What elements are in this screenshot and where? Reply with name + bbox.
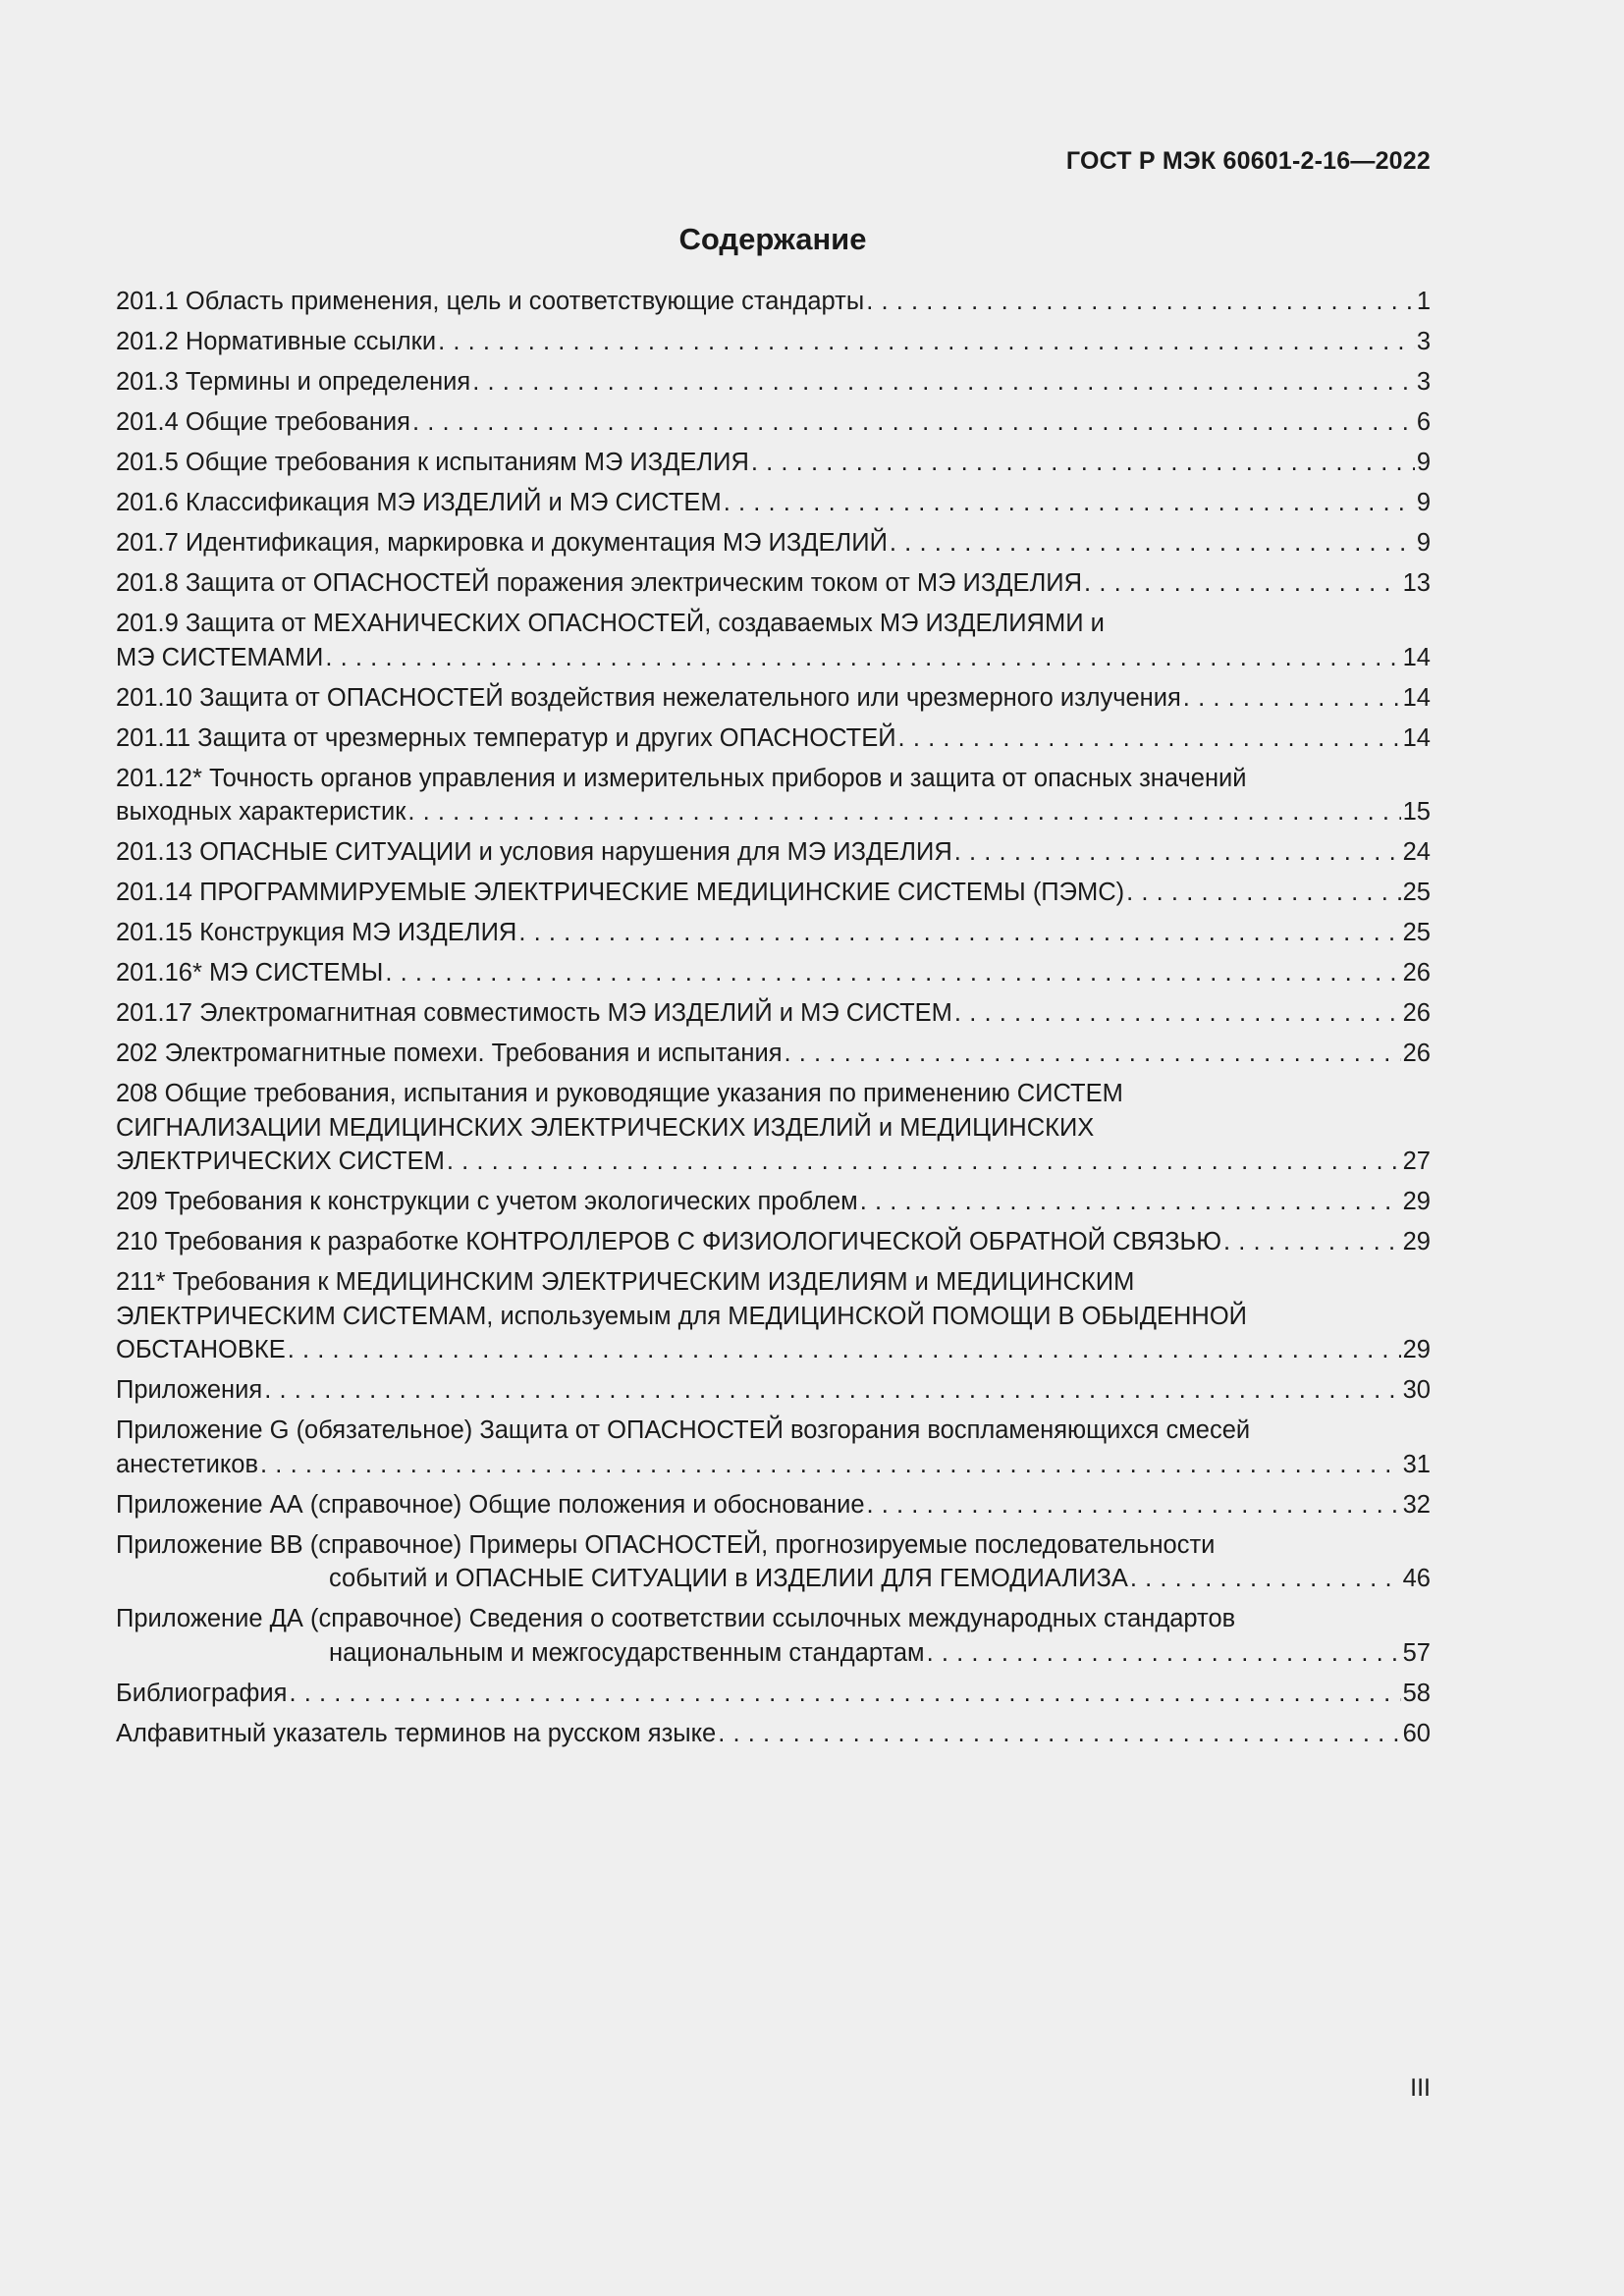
toc-entry-title: анестетиков (116, 1450, 259, 1478)
dot-leader (751, 446, 1415, 480)
toc-entry-title: МЭ СИСТЕМАМИ (116, 643, 324, 671)
toc-entry[interactable] (116, 446, 1431, 480)
toc-entry-page: 31 (1402, 1450, 1431, 1478)
toc-entry-line: 211* Требования к МЕДИЦИНСКИМ ЭЛЕКТРИЧЕСКИМ ИЗДЕЛИЯМ и МЕДИЦИНСКИМ (116, 1268, 1135, 1296)
toc-entry[interactable] (116, 1602, 1431, 1670)
toc-entry-page: 14 (1402, 723, 1431, 752)
toc-entry-page: 3 (1416, 328, 1431, 355)
toc-entry-line: Приложение G (обязательное) Защита от ОПАСНОСТЕЙ возгорания воспламеняющихся смесей (116, 1416, 1251, 1444)
dot-leader (890, 526, 1415, 561)
toc-entry-final-line (116, 1145, 1431, 1179)
toc-entry[interactable] (116, 526, 1431, 561)
toc-entry-page: 14 (1402, 643, 1431, 671)
toc-entry[interactable] (116, 996, 1431, 1031)
toc-entry-title: 201.7 Идентификация, маркировка и документация МЭ ИЗДЕЛИЙ (116, 529, 888, 557)
toc-entry-page: 14 (1402, 683, 1431, 712)
toc-entry[interactable] (116, 1225, 1431, 1259)
toc-entry-final-line (116, 641, 1431, 675)
toc-entry-title: 210 Требования к разработке КОНТРОЛЛЕРОВ С ФИЗИОЛОГИЧЕСКОЙ ОБРАТНОЙ СВЯЗЬЮ (116, 1228, 1221, 1255)
toc-entry[interactable] (116, 607, 1431, 674)
toc-entry-title: 201.2 Нормативные ссылки (116, 328, 437, 355)
dot-leader (860, 1185, 1401, 1219)
toc-entry-final-line (116, 365, 1431, 400)
toc-entry-final-line (116, 1373, 1431, 1408)
toc-entry-final-line (116, 1185, 1431, 1219)
toc-entry-title: 201.14 ПРОГРАММИРУЕМЫЕ ЭЛЕКТРИЧЕСКИЕ МЕДИЦИНСКИЕ СИСТЕМЫ (ПЭМС) (116, 879, 1125, 906)
toc-entry-final-line (116, 526, 1431, 561)
toc-entry-final-line (116, 1677, 1431, 1711)
toc-entry-line: 208 Общие требования, испытания и руководящие указания по применению СИСТЕМ (116, 1080, 1123, 1107)
dot-leader (260, 1448, 1401, 1482)
toc-entry-title: 201.17 Электромагнитная совместимость МЭ ИЗДЕЛИЙ и МЭ СИСТЕМ (116, 999, 952, 1027)
dot-leader (289, 1677, 1400, 1711)
dot-leader (718, 1717, 1400, 1751)
toc-entry[interactable] (116, 876, 1431, 910)
dot-leader (866, 285, 1415, 319)
toc-entry-final-line (116, 721, 1431, 756)
toc-entry-page: 9 (1416, 449, 1431, 476)
toc-entry[interactable] (116, 566, 1431, 601)
toc-entry-final-line (116, 1225, 1431, 1259)
toc-entry-final-line (116, 486, 1431, 520)
toc-entry-final-line (116, 1037, 1431, 1071)
toc-entry[interactable] (116, 721, 1431, 756)
dot-leader (724, 486, 1415, 520)
toc-entry-page: 9 (1416, 489, 1431, 516)
toc-entry-page: 1 (1416, 288, 1431, 315)
toc-entry-final-line (116, 566, 1431, 601)
dot-leader (518, 916, 1400, 950)
toc-entry[interactable] (116, 1414, 1431, 1481)
toc-entry-final-line (116, 916, 1431, 950)
toc-entry-title: 201.5 Общие требования к испытаниям МЭ ИЗДЕЛИЯ (116, 449, 749, 476)
dot-leader (264, 1373, 1400, 1408)
toc-entry[interactable] (116, 1037, 1431, 1071)
toc-entry-page: 3 (1416, 368, 1431, 396)
toc-entry[interactable] (116, 486, 1431, 520)
toc-entry-line: Приложение ДА (справочное) Сведения о соответствии ссылочных международных стандартов (116, 1605, 1236, 1632)
toc-entry[interactable] (116, 1488, 1431, 1522)
toc-entry-title: 201.4 Общие требования (116, 408, 410, 436)
toc-entry-title: Алфавитный указатель терминов на русском языке (116, 1719, 717, 1747)
toc-entry-title: Приложение АА (справочное) Общие положения и обоснование (116, 1490, 865, 1519)
toc-entry[interactable] (116, 1528, 1431, 1596)
toc-entry-final-line (116, 446, 1431, 480)
toc-entry-page: 60 (1402, 1719, 1431, 1747)
dot-leader (1084, 566, 1401, 601)
toc-entry-line: СИГНАЛИЗАЦИИ МЕДИЦИНСКИХ ЭЛЕКТРИЧЕСКИХ ИЗДЕЛИЙ и МЕДИЦИНСКИХ (116, 1113, 1095, 1142)
toc-entry-line: Приложение ВВ (справочное) Примеры ОПАСНОСТЕЙ, прогнозируемые последовательности (116, 1530, 1216, 1559)
toc-entry-title: Библиография (116, 1679, 288, 1707)
table-of-contents (116, 285, 1431, 1757)
toc-entry-final-line (116, 876, 1431, 910)
toc-entry[interactable] (116, 285, 1431, 319)
toc-entry-title: 202 Электромагнитные помехи. Требования и испытания (116, 1040, 783, 1067)
toc-entry-page: 46 (1402, 1565, 1431, 1592)
toc-entry-line: 201.12* Точность органов управления и измерительных приборов и защита от опасных значений (116, 764, 1247, 792)
dot-leader (867, 1488, 1401, 1522)
toc-entry-title: 201.10 Защита от ОПАСНОСТЕЙ воздействия нежелательного или чрезмерного излучения (116, 683, 1181, 712)
dot-leader (954, 835, 1401, 870)
dot-leader (412, 405, 1415, 440)
toc-entry-title: 201.3 Термины и определения (116, 368, 471, 396)
dot-leader (288, 1333, 1401, 1367)
dot-leader (407, 795, 1400, 829)
toc-entry-page: 26 (1402, 999, 1431, 1027)
dot-leader (927, 1636, 1401, 1671)
dot-leader (785, 1037, 1401, 1071)
toc-entry-title: 201.1 Область применения, цель и соответствующие стандарты (116, 288, 865, 315)
dot-leader (447, 1145, 1401, 1179)
toc-entry-title: выходных характеристик (116, 798, 406, 826)
toc-entry[interactable] (116, 325, 1431, 359)
toc-entry-page: 26 (1402, 1040, 1431, 1067)
toc-entry[interactable] (116, 1373, 1431, 1408)
toc-entry-final-line (116, 681, 1431, 716)
toc-entry-title: 201.6 Классификация МЭ ИЗДЕЛИЙ и МЭ СИСТЕМ (116, 489, 722, 516)
toc-entry-page: 27 (1402, 1148, 1431, 1175)
toc-entry-line: ЭЛЕКТРИЧЕСКИМ СИСТЕМАМ, используемым для МЕДИЦИНСКОЙ ПОМОЩИ В ОБЫДЕННОЙ (116, 1302, 1247, 1330)
toc-entry-title: Приложения (116, 1376, 263, 1404)
toc-entry[interactable] (116, 1717, 1431, 1751)
toc-entry-page: 29 (1402, 1336, 1431, 1363)
toc-entry-final-line (116, 1488, 1431, 1522)
toc-entry-final-line (116, 1717, 1431, 1751)
dot-leader (898, 721, 1401, 756)
dot-leader (1223, 1225, 1401, 1259)
dot-leader (954, 996, 1401, 1031)
toc-entry[interactable] (116, 1677, 1431, 1711)
toc-entry-page: 26 (1402, 959, 1431, 987)
toc-entry-page: 30 (1402, 1376, 1431, 1404)
toc-entry[interactable] (116, 1265, 1431, 1367)
toc-entry[interactable] (116, 956, 1431, 990)
toc-entry[interactable] (116, 1077, 1431, 1179)
toc-entry-final-line (116, 996, 1431, 1031)
toc-entry-page: 15 (1402, 798, 1431, 826)
toc-entry-final-line (116, 1636, 1431, 1671)
dot-leader (325, 641, 1400, 675)
toc-entry[interactable] (116, 681, 1431, 716)
toc-entry-title: ОБСТАНОВКЕ (116, 1336, 286, 1363)
dot-leader (438, 325, 1415, 359)
toc-entry-page: 58 (1402, 1679, 1431, 1707)
toc-title: Содержание (678, 222, 867, 256)
toc-entry-page: 29 (1402, 1188, 1431, 1215)
toc-entry-final-line (116, 1333, 1431, 1367)
toc-entry-title: 201.13 ОПАСНЫЕ СИТУАЦИИ и условия нарушения для МЭ ИЗДЕЛИЯ (116, 838, 952, 866)
dot-leader (472, 365, 1415, 400)
toc-entry-title: событий и ОПАСНЫЕ СИТУАЦИИ в ИЗДЕЛИИ ДЛЯ ГЕМОДИАЛИЗА (329, 1565, 1128, 1592)
toc-entry-final-line (116, 405, 1431, 440)
toc-entry-title: 201.11 Защита от чрезмерных температур и других ОПАСНОСТЕЙ (116, 723, 896, 752)
toc-entry-final-line (116, 325, 1431, 359)
toc-entry-title: 201.16* МЭ СИСТЕМЫ (116, 959, 384, 987)
page-number: III (1410, 2074, 1431, 2102)
toc-entry-final-line (116, 795, 1431, 829)
dot-leader (1130, 1562, 1401, 1596)
toc-entry-final-line (116, 956, 1431, 990)
toc-entry-page: 29 (1402, 1228, 1431, 1255)
toc-entry-page: 32 (1402, 1490, 1431, 1519)
dot-leader (1183, 681, 1401, 716)
toc-entry-final-line (116, 1562, 1431, 1596)
toc-entry-final-line (116, 835, 1431, 870)
toc-entry-title: ЭЛЕКТРИЧЕСКИХ СИСТЕМ (116, 1148, 445, 1175)
toc-entry[interactable] (116, 365, 1431, 400)
toc-entry-page: 13 (1402, 569, 1431, 597)
toc-entry[interactable] (116, 762, 1431, 829)
toc-entry[interactable] (116, 916, 1431, 950)
toc-entry-page: 25 (1402, 919, 1431, 946)
dot-leader (1126, 876, 1401, 910)
toc-entry-page: 9 (1416, 529, 1431, 557)
toc-entry-final-line (116, 285, 1431, 319)
toc-entry[interactable] (116, 835, 1431, 870)
toc-entry-title: национальным и межгосударственным стандартам (329, 1638, 925, 1667)
toc-entry-title: 201.8 Защита от ОПАСНОСТЕЙ поражения электрическим током от МЭ ИЗДЕЛИЯ (116, 569, 1083, 597)
toc-entry-final-line (116, 1448, 1431, 1482)
toc-entry-title: 209 Требования к конструкции с учетом экологических проблем (116, 1188, 858, 1215)
toc-entry-page: 6 (1416, 408, 1431, 436)
toc-entry[interactable] (116, 405, 1431, 440)
dot-leader (385, 956, 1400, 990)
toc-entry-line: 201.9 Защита от МЕХАНИЧЕСКИХ ОПАСНОСТЕЙ, создаваемых МЭ ИЗДЕЛИЯМИ и (116, 610, 1105, 637)
toc-entry-page: 24 (1402, 838, 1431, 866)
document-code: ГОСТ Р МЭК 60601-2-16—2022 (1065, 147, 1431, 175)
toc-entry-page: 25 (1402, 879, 1431, 906)
toc-entry[interactable] (116, 1185, 1431, 1219)
toc-entry-title: 201.15 Конструкция МЭ ИЗДЕЛИЯ (116, 919, 517, 946)
toc-entry-page: 57 (1402, 1638, 1431, 1667)
